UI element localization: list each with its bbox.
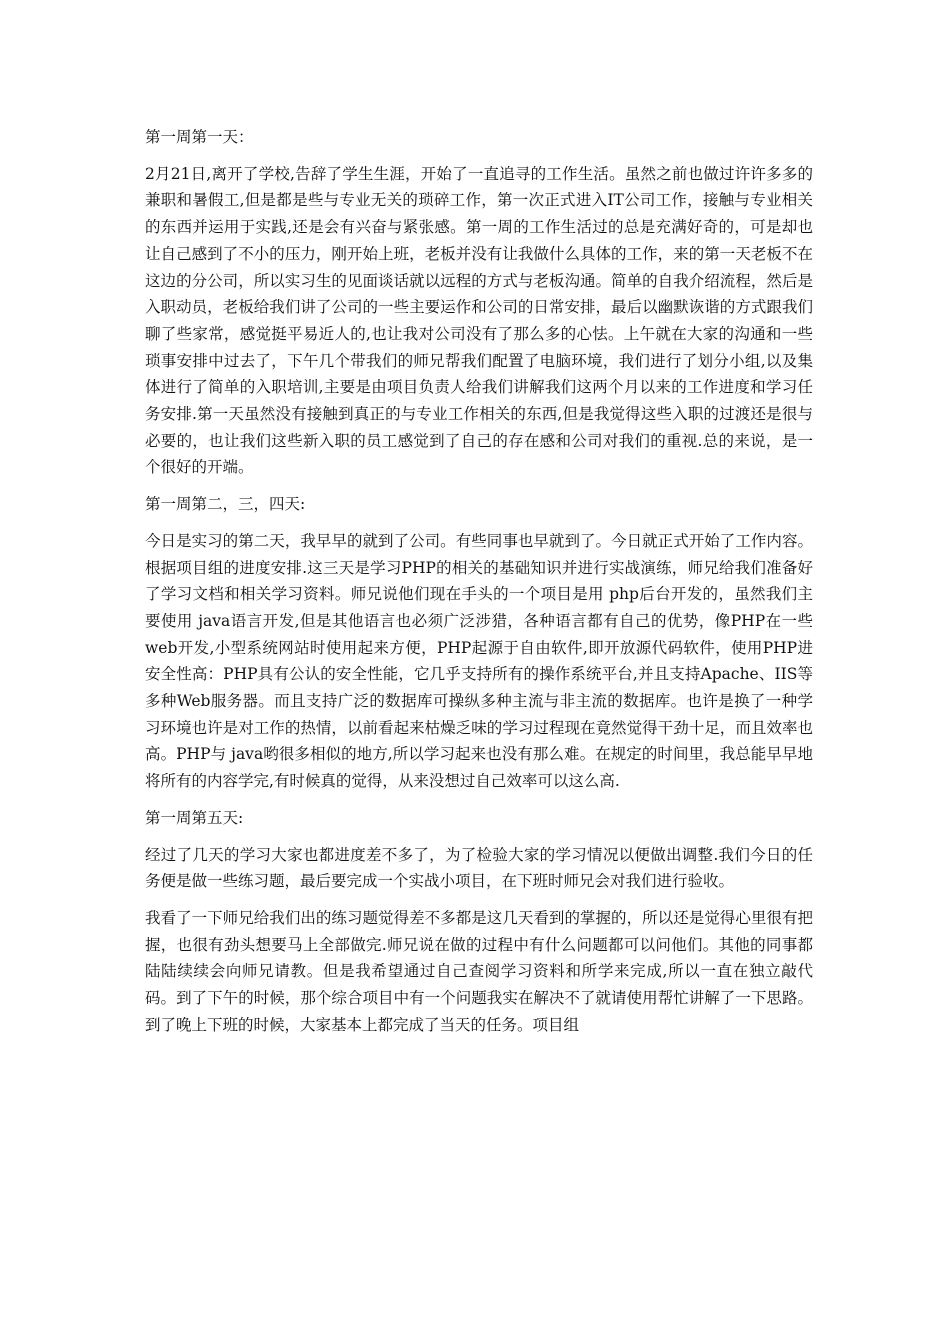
section-heading-week1-day2-4: 第一周第二，三，四天: [145, 495, 306, 514]
paragraph-week1-day1: 2月21日,离开了学校,告辞了学生生涯，开始了一直追寻的工作生活。虽然之前也做过许许多多的兼职和暑假工,但是都是些与专业无关的琐碎工作，第一次正式进入IT公司工作，接触与专业相关的东西并运用于实践,还是会有兴奋与紧张感。第一周的工作生活过的总是充满好奇的，可是却也让自己感到了不小的压力，刚开始上班，老板并没有让我做什么具体的工作，来的第一天老板不在这边的分公司，所以实习生的见面谈话就以远程的方式与老板沟通。简单的自我介绍流程，然后是入职动员，老板给我们讲了公司的一些主要运作和公司的日常安排，最后以幽默诙谐的方式跟我们聊了些家常，感觉挺平易近人的,也让我对公司没有了那么多的心怯。上午就在大家的沟通和一些琐事安排中过去了，下午几个带我们的师兄帮我们配置了电脑环境，我们进行了划分小组,以及集体进行了简单的入职培训,主要是由项目负责人给我们讲解我们这两个月以来的工作进度和学习任务安排.第一天虽然没有接触到真正的与专业工作相关的东西,但是我觉得这些入职的过渡还是很与必要的，也让我们这些新入职的员工感觉到了自己的存在感和公司对我们的重视.总的来说，是一个很好的开端。 [145, 164, 813, 477]
paragraph-week1-day5-tasks: 经过了几天的学习大家也都进度差不多了，为了检验大家的学习情况以便做出调整.我们今日的任务便是做一些练习题，最后要完成一个实战小项目，在下班时师兄会对我们进行验收。 [145, 845, 813, 891]
section-heading-week1-day5: 第一周第五天: [145, 808, 244, 827]
paragraph-week1-day2-4: 今日是实习的第二天，我早早的就到了公司。有些同事也早就到了。今日就正式开始了工作内容。根据项目组的进度安排.这三天是学习PHP的相关的基础知识并进行实战演练，师兄给我们准备好了学习文档和相关学习资料。师兄说他们现在手头的一个项目是用 php后台开发的，虽然我们主要使用 java语言开发,但是其他语言也必须广泛涉猎，各种语言都有自己的优势，像PHP在一些web开发,小型系统网站时使用起来方便，PHP起源于自由软件,即开放源代码软件，使用PHP进安全性高：PHP具有公认的安全性能，它几乎支持所有的操作系统平台,并且支持Apache、IIS等多种Web服务器。而且支持广泛的数据库可操纵多种主流与非主流的数据库。也许是换了一种学习环境也许是对工作的热情，以前看起来枯燥乏味的学习过程现在竟然觉得干劲十足，而且效率也高。PHP与 java哟很多相似的地方,所以学习起来也没有那么难。在规定的时间里，我总能早早地将所有的内容学完,有时候真的觉得，从来没想过自己效率可以这么高. [145, 531, 813, 791]
section-heading-week1-day1: 第一周第一天： [145, 128, 254, 146]
paragraph-week1-day5-practice: 我看了一下师兄给我们出的练习题觉得差不多都是这几天看到的掌握的，所以还是觉得心里很有把握，也很有劲头想要马上全部做完.师兄说在做的过程中有什么问题都可以问他们。其他的同事都陆陆续续会向师兄请教。但是我希望通过自己查阅学习资料和所学来完成,所以一直在独立敲代码。到了下午的时候，那个综合项目中有一个问题我实在解决不了就请使用帮忙讲解了一下思路。到了晚上下班的时候，大家基本上都完成了当天的任务。项目组 [145, 908, 813, 1034]
document-body [145, 124, 813, 1049]
